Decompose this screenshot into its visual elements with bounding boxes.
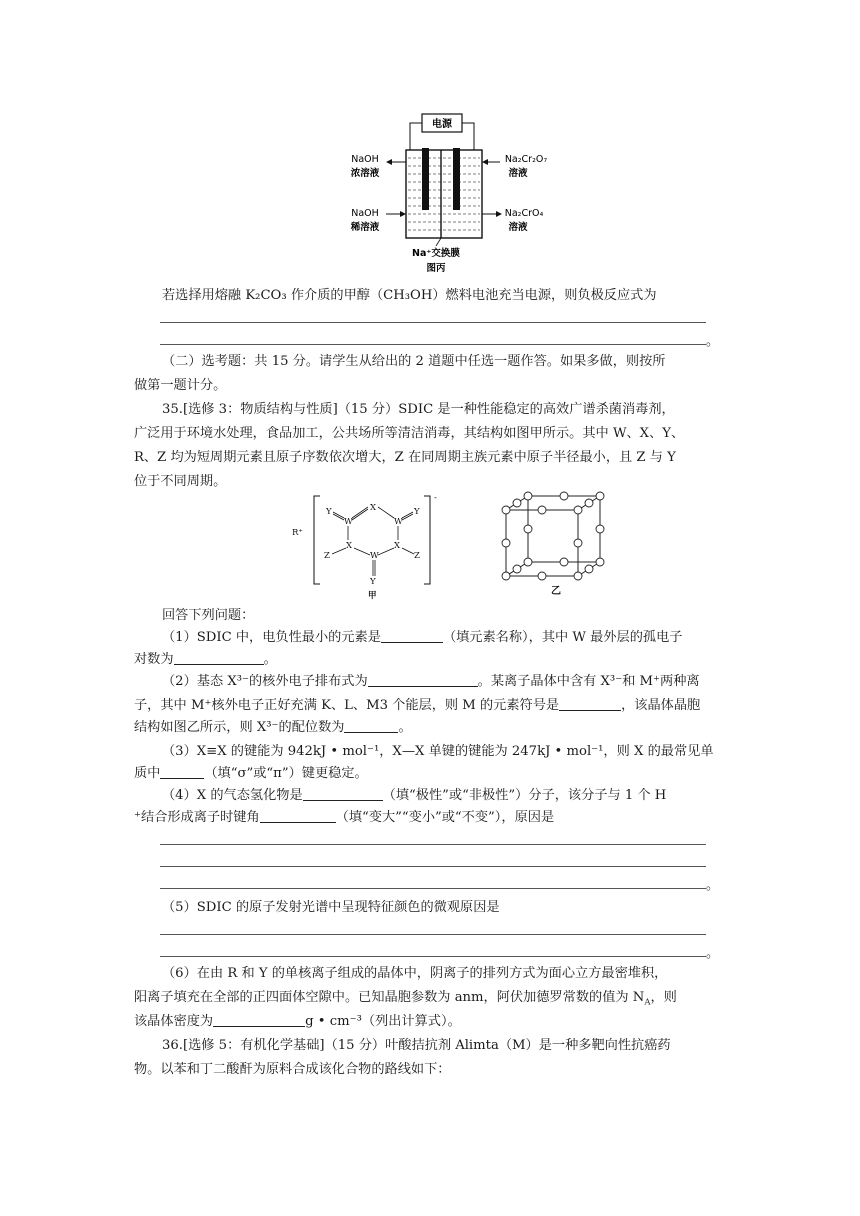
atom-z-2: Z [414, 551, 420, 561]
sub6-subscript-a: A [644, 997, 651, 1008]
atom-w-2: W [394, 517, 403, 527]
atom-y-3: Y [370, 577, 376, 587]
sub2-text-d: ，该晶体晶胞 [621, 698, 701, 713]
sub1-line2 [134, 648, 704, 672]
answer-blank[interactable] [368, 672, 478, 687]
sub2-text-b: 。某离子晶体中含有 X³⁻和 M⁺两种离 [477, 674, 700, 689]
sub6-line3 [134, 1010, 704, 1034]
q35-line1: 35.[选修 3：物质结构与性质]（15 分）SDIC 是一种性能稳定的高效广谱杀菌消毒剂， [162, 402, 675, 417]
answer-blank[interactable] [381, 628, 443, 643]
sub4-text-b: （填“极性”或“非极性”）分子，该分子与 1 个 H [382, 788, 667, 803]
sub1-text-c: 对数为 [134, 652, 174, 667]
sub2-text-a: （2）基态 X³⁻的核外电子排布式为 [162, 674, 368, 689]
sub2-text-e: 结构如图乙所示，则 X³⁻的配位数为 [134, 720, 345, 735]
atom-y-1: Y [326, 507, 332, 517]
answer-line [160, 344, 706, 345]
period: 。 [706, 334, 720, 349]
sub4-line2 [134, 806, 704, 830]
section-two-line2: 做第一题计分。 [134, 378, 227, 393]
atom-y-2: Y [414, 507, 420, 517]
answer-blank[interactable] [260, 808, 336, 823]
sub6-text-c: 该晶体密度为 [134, 1014, 214, 1029]
sub4-text-c: ⁺结合形成离子时键角 [134, 810, 260, 825]
sub1-text-b: （填元素名称），其中 W 最外层的孤电子 [442, 630, 683, 645]
sub1-line1 [162, 626, 732, 650]
sub2-line2 [134, 694, 704, 718]
answer-line [160, 866, 706, 867]
atom-x-1: X [370, 503, 377, 513]
electrolysis-cell-figure [340, 110, 570, 280]
sub6-line1: （6）在由 R 和 Y 的单核离子组成的晶体中，阴离子的排列方式为面心立方最密堆积， [162, 966, 668, 981]
q36-line2: 物。以苯和丁二酸酐为原料合成该化合物的路线如下： [134, 1062, 451, 1077]
structure-jia-figure [290, 492, 450, 602]
answer-line [160, 956, 706, 957]
sub1-text-d: 。 [263, 652, 277, 667]
atom-x-3: X [346, 541, 353, 551]
answer-blank[interactable] [344, 718, 398, 733]
label-membrane: Na⁺交换膜 [412, 248, 460, 259]
answer-line [160, 844, 706, 845]
sub3-text-b: 质中 [134, 766, 161, 781]
sub2-line1 [162, 670, 732, 694]
anion-charge: - [434, 493, 437, 503]
atom-w-1: W [344, 517, 353, 527]
cation-label: R⁺ [292, 528, 303, 538]
label-na2cr2o7: Na₂Cr₂O₇ [504, 154, 548, 165]
label-dilute-solution: 稀溶液 [350, 222, 380, 233]
q35-line4: 位于不同周期。 [134, 474, 227, 489]
sub2-line3 [134, 716, 704, 740]
figure-caption-yi: 乙 [551, 586, 561, 597]
answer-line [160, 322, 706, 323]
atom-w-3: W [370, 551, 379, 561]
question-fuel-cell: 若选择用熔融 K₂CO₃ 作介质的甲醇（CH₃OH）燃料电池充当电源，则负极反应式为 [162, 288, 657, 303]
answer-line [160, 934, 706, 935]
atom-x-2: X [394, 541, 401, 551]
sub6-text-d: g • cm⁻³（列出计算式）。 [305, 1014, 461, 1029]
label-solution-right-bot: 溶液 [508, 222, 528, 233]
sub6-text-b: 阳离子填充在全部的正四面体空隙中。已知晶胞参数为 anm，阿伏加德罗常数的值为 N [134, 990, 645, 1005]
answer-blank[interactable] [174, 650, 264, 665]
q36-line1: 36.[选修 5：有机化学基础]（15 分）叶酸拮抗剂 Alimta（M）是一种多靶向性抗癌药 [162, 1038, 671, 1053]
figure-caption-bing: 图丙 [426, 263, 446, 274]
sub4-text-d: （填“变大”“变小”或“不变”），原因是 [335, 810, 555, 825]
sub6-line2 [134, 986, 704, 1010]
sub6-text-b-end: ，则 [650, 990, 677, 1005]
answer-blank[interactable] [559, 696, 621, 711]
answer-blank[interactable] [160, 764, 204, 779]
label-solution-right-top: 溶液 [508, 168, 528, 179]
sub3-line2 [134, 762, 704, 786]
answer-intro: 回答下列问题： [162, 608, 255, 623]
sub4-line1 [162, 784, 732, 808]
label-naoh-conc: NaOH [351, 154, 379, 165]
sub3-line1: （3）X≡X 的键能为 942kJ • mol⁻¹，X—X 单键的键能为 247kJ • mol⁻¹，则 X 的最常见单 [162, 744, 714, 759]
sub1-text-a: （1）SDIC 中，电负性最小的元素是 [162, 630, 381, 645]
sub3-text-c: （填“σ”或“π”）键更稳定。 [204, 766, 368, 781]
sub2-text-f: 。 [398, 720, 412, 735]
period: 。 [706, 878, 720, 893]
section-two-line1: （二）选考题：共 15 分。请学生从给出的 2 道题中任选一题作答。如果多做，则按所 [162, 354, 666, 369]
sub5-line1: （5）SDIC 的原子发射光谱中呈现特征颜色的微观原因是 [162, 900, 500, 915]
crystal-cell-yi-figure [496, 486, 626, 598]
q35-line2: 广泛用于环境水处理，食品加工，公共场所等清洁消毒，其结构如图甲所示。其中 W、X、Y、 [134, 426, 685, 441]
sub2-text-c: 子，其中 M⁺核外电子正好充满 K、L、M3 个能层，则 M 的元素符号是 [134, 698, 560, 713]
sub4-text-a: （4）X 的气态氢化物是 [162, 788, 303, 803]
label-naoh-dilute: NaOH [351, 208, 379, 219]
figure-caption-jia: 甲 [368, 591, 377, 601]
left-electrode [422, 148, 429, 210]
label-na2cro4: Na₂CrO₄ [504, 208, 544, 219]
q35-line3: R、Z 均为短周期元素且原子序数依次增大，Z 在同周期主族元素中原子半径最小，且 Z 与 Y [134, 450, 676, 465]
atom-z-1: Z [324, 551, 330, 561]
answer-blank[interactable] [213, 1012, 305, 1027]
label-conc-solution: 浓溶液 [350, 168, 380, 179]
power-source-label: 电源 [432, 119, 452, 130]
period: 。 [706, 946, 720, 961]
answer-line [160, 888, 706, 889]
right-electrode [453, 148, 460, 210]
answer-blank[interactable] [303, 786, 383, 801]
